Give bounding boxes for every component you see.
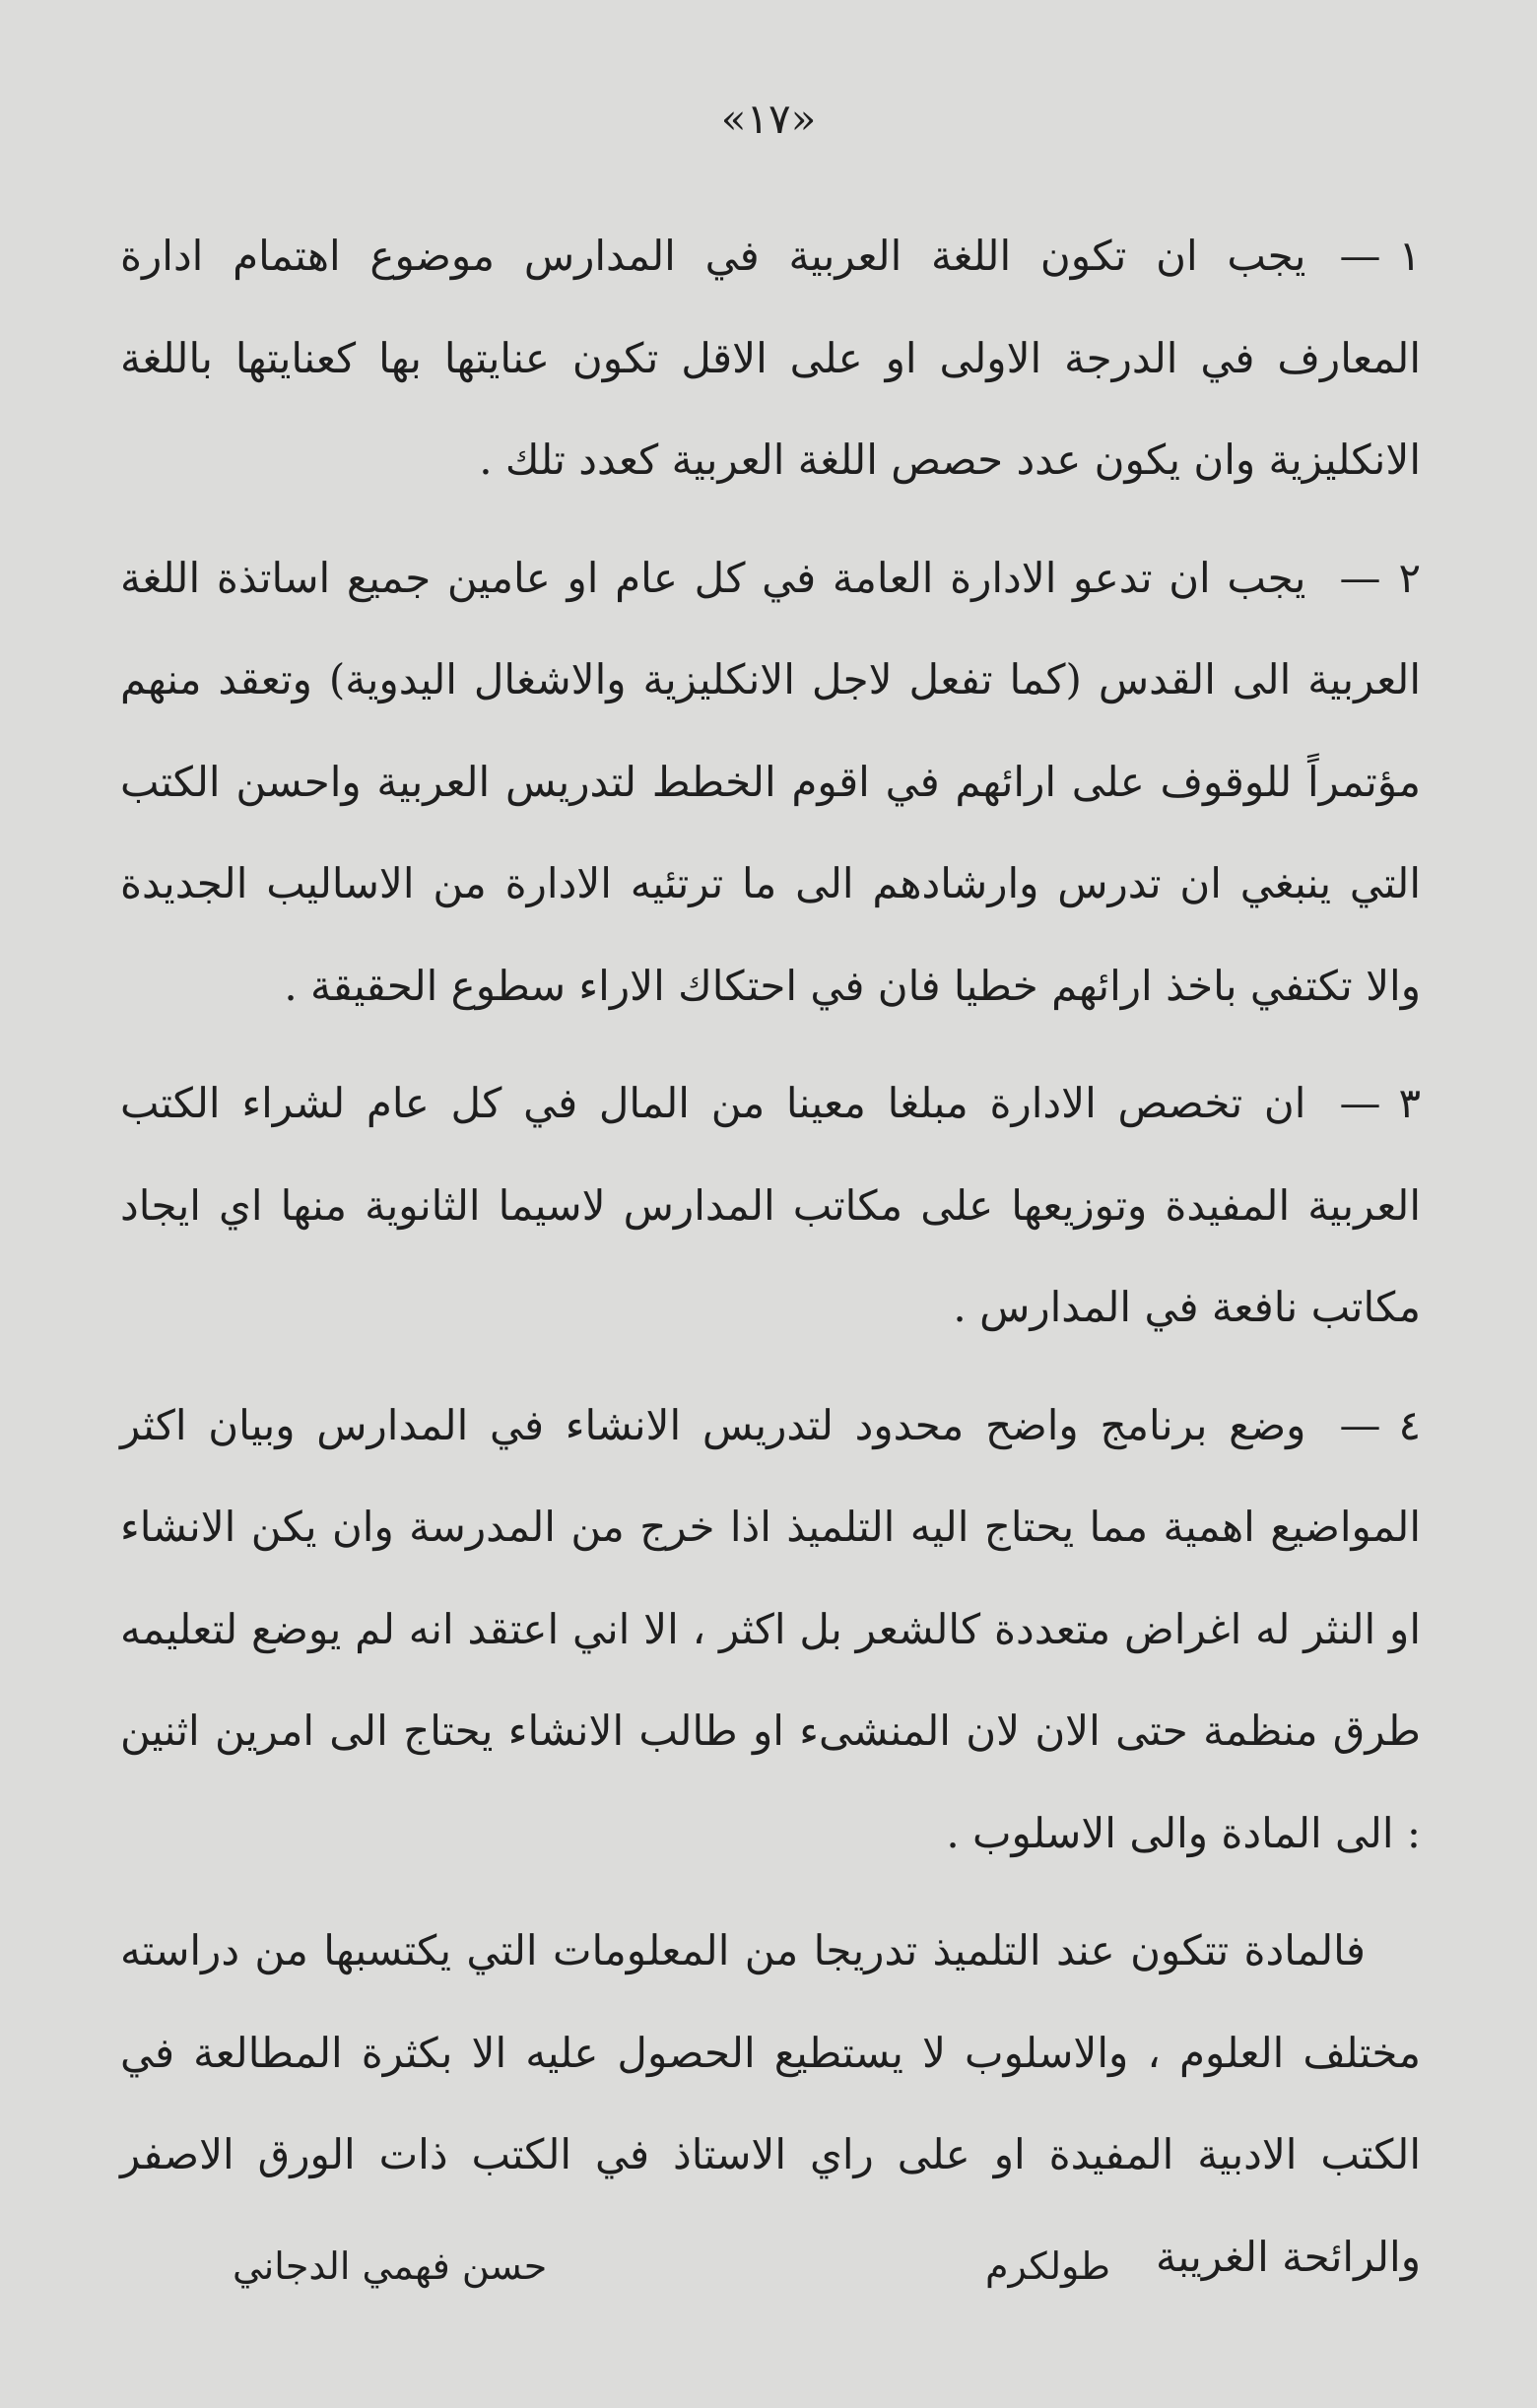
item-text: وضع برنامج واضح محدود لتدريس الانشاء في المدارس وبيان اكثر المواضيع اهمية مما يحتاج اليه التلميذ اذا خرج من المدرسة وان يكن الانشاء او النثر له اغراض متعددة كالشعر بل اكثر ، الا اني اعتقد انه لم يوضع لتعليمه طرق منظمة حتى الان لان المنشىء او طالب الانشاء يحتاج الى امرين اثنين : الى المادة والى الاسلوب .	[120, 1400, 1422, 1857]
item-dash: —	[1339, 1400, 1381, 1449]
item-dash: —	[1339, 1079, 1381, 1127]
numbered-item	[120, 527, 1421, 1037]
item-text: يجب ان تكون اللغة العربية في المدارس موضوع اهتمام ادارة المعارف في الدرجة الاولى او على الاقل تكون عنايتها بها كعنايتها باللغة الانكليزية وان يكون عدد حصص اللغة العربية كعدد تلك .	[120, 232, 1421, 484]
item-number: ٣	[1398, 1079, 1421, 1127]
signature-name: حسن فهمي الدجاني	[233, 2244, 548, 2288]
item-text: ان تخصص الادارة مبلغا معينا من المال في كل عام لشراء الكتب العربية المفيدة وتوزيعها على مكاتب المدارس لاسيما الثانوية منها اي ايجاد مكاتب نافعة في المدارس .	[120, 1079, 1421, 1331]
numbered-item	[120, 1052, 1421, 1359]
item-number: ١	[1398, 232, 1421, 280]
page-number: «١٧»	[720, 95, 817, 143]
item-number: ٢	[1398, 553, 1421, 602]
signature-block	[0, 2244, 1537, 2323]
numbered-item	[120, 1374, 1421, 1885]
item-dash: —	[1339, 232, 1381, 280]
signature-place: طولكرم	[985, 2244, 1110, 2288]
item-number: ٤	[1398, 1400, 1421, 1449]
article-body	[120, 205, 1421, 2323]
item-text: يجب ان تدعو الادارة العامة في كل عام او عامين جميع اساتذة اللغة العربية الى القدس (كما تفعل لاجل الانكليزية والاشغال اليدوية) وتعقد منهم مؤتمراً للوقوف على ارائهم في اقوم الخطط لتدريس العربية واحسن الكتب التي ينبغي ان تدرس وارشادهم الى ما ترتئيه الادارة من الاساليب الجديدة والا تكتفي باخذ ارائهم خطيا فان في احتكاك الاراء سطوع الحقيقة .	[120, 553, 1421, 1010]
numbered-item	[120, 205, 1421, 511]
item-dash: —	[1339, 553, 1381, 602]
closing-paragraph: فالمادة تتكون عند التلميذ تدريجا من المعلومات التي يكتسبها من دراسته مختلف العلوم ، والاسلوب لا يستطيع الحصول عليه الا بكثرة المطالعة في الكتب الادبية المفيدة او على راي الاستاذ في الكتب ذات الورق الاصفر والرائحة الغريبة	[120, 1926, 1421, 2281]
